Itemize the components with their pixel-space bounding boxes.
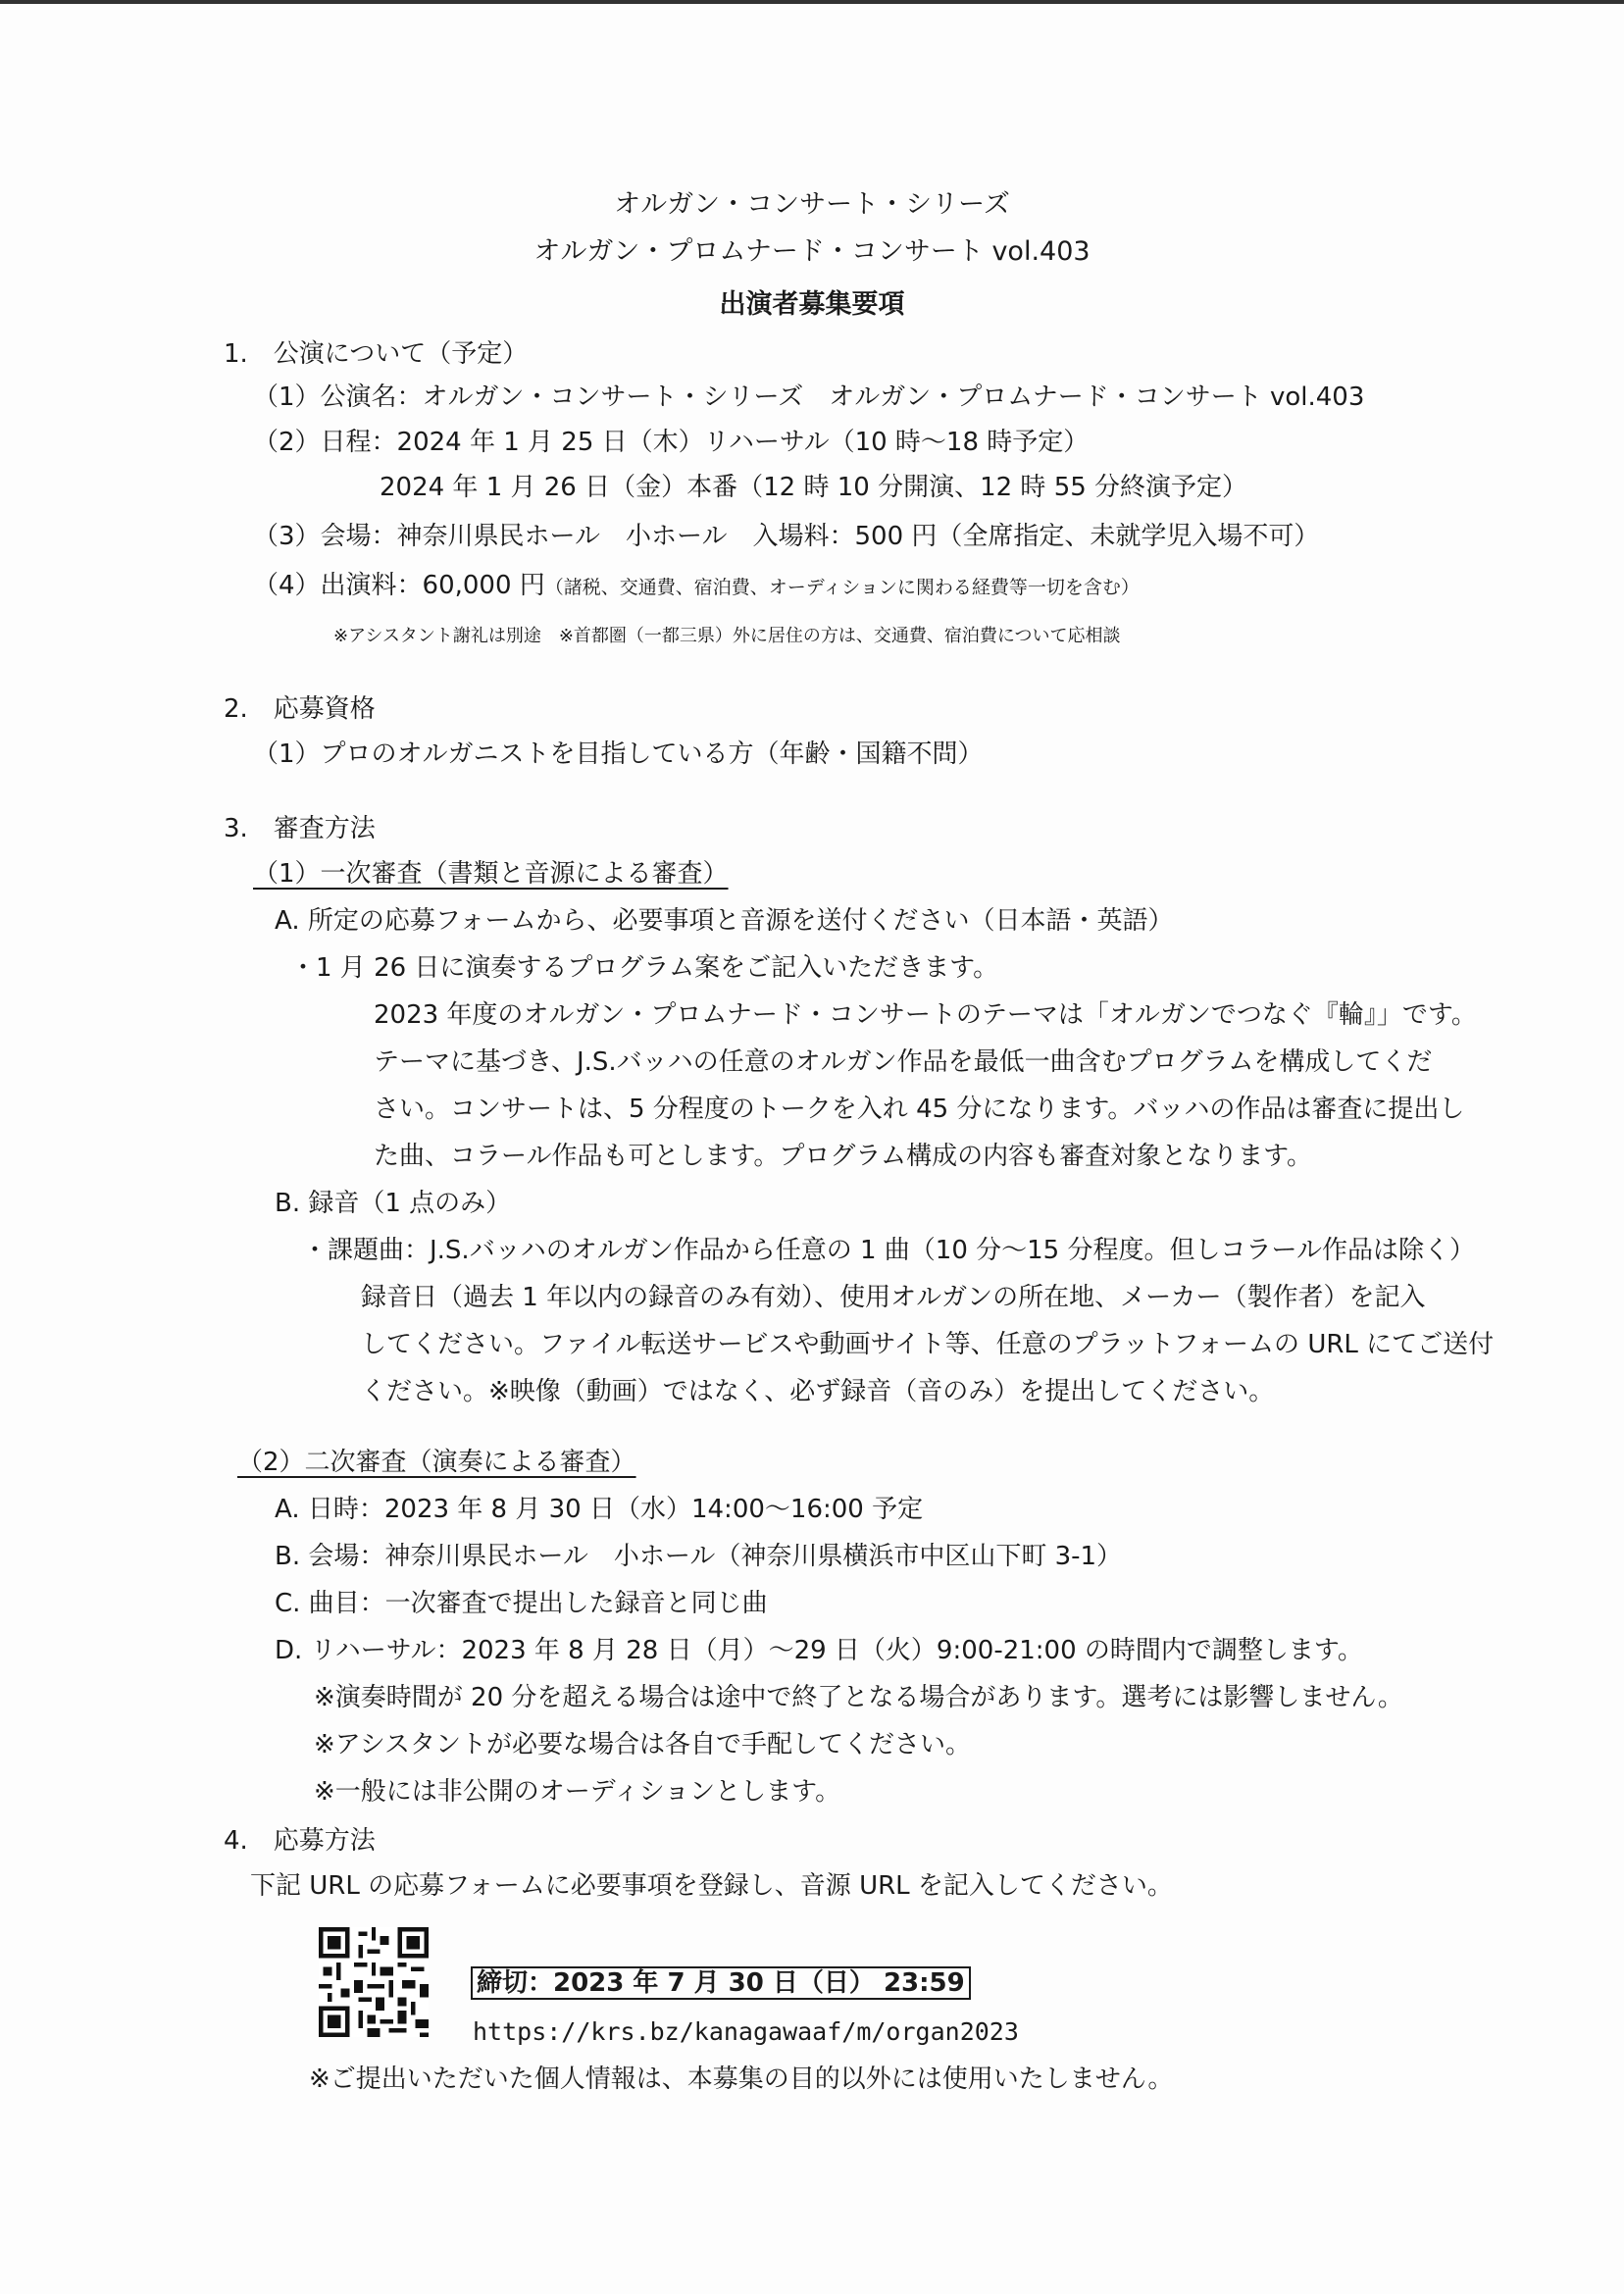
application-instructions: 下記 URL の応募フォームに必要事項を登録し、音源 URL を記入してください。 <box>250 1871 1173 1901</box>
performance-name: （1）公演名：オルガン・コンサート・シリーズ オルガン・プロムナード・コンサート vol.403 <box>253 382 1365 412</box>
program-text-line-3: さい。コンサートは、5 分程度のトークを入れ 45 分になります。バッハの作品は審査に提出し <box>374 1095 1465 1124</box>
series-title: オルガン・コンサート・シリーズ <box>614 189 1010 220</box>
program-text-line-1: 2023 年度のオルガン・プロムナード・コンサートのテーマは「オルガンでつなぐ『輪』」です。 <box>374 1000 1477 1030</box>
scan-top-border <box>0 0 1624 4</box>
second-screening-a: A. 日時：2023 年 8 月 30 日（水）14:00～16:00 予定 <box>275 1495 924 1524</box>
recording-text-line-4: ください。※映像（動画）ではなく、必ず録音（音のみ）を提出してください。 <box>361 1377 1275 1406</box>
first-screening-b: B. 録音（1 点のみ） <box>275 1189 512 1218</box>
concert-title: オルガン・プロムナード・コンサート vol.403 <box>533 236 1091 267</box>
assistant-note: ※アシスタント謝礼は別途 ※首都圏（一都三県）外に居住の方は、交通費、宿泊費について応相談 <box>333 626 1121 646</box>
recording-text-line-1: ・課題曲：J.S.バッハのオルガン作品から任意の 1 曲（10 分～15 分程度。但しコラール作品は除く） <box>302 1236 1475 1265</box>
privacy-note: ※ご提出いただいた個人情報は、本募集の目的以外には使用いたしません。 <box>309 2065 1174 2094</box>
venue-and-admission: （3）会場：神奈川県民ホール 小ホール 入場料：500 円（全席指定、未就学児入場不可） <box>253 522 1320 551</box>
second-screening-note-3: ※一般には非公開のオーディションとします。 <box>314 1777 841 1807</box>
second-screening-heading: （2）二次審査（演奏による審査） <box>237 1448 636 1477</box>
second-screening-note-2: ※アシスタントが必要な場合は各自で手配してください。 <box>314 1730 971 1759</box>
recording-text-line-3: してください。ファイル転送サービスや動画サイト等、任意のプラットフォームの URL にてご送付 <box>361 1330 1495 1359</box>
section-1-heading: 1. 公演について（予定） <box>224 339 529 369</box>
program-text-line-4: た曲、コラール作品も可とします。プログラム構成の内容も審査対象となります。 <box>374 1142 1313 1171</box>
schedule-rehearsal: （2）日程：2024 年 1 月 25 日（木）リハーサル（10 時～18 時予定） <box>253 428 1090 457</box>
deadline-text: 締切：2023 年 7 月 30 日（日） 23:59 <box>471 1966 971 2000</box>
section-3-heading: 3. 審査方法 <box>224 814 376 843</box>
first-screening-heading: （1）一次審査（書類と音源による審査） <box>253 859 729 889</box>
fee-amount: （4）出演料：60,000 円 <box>253 571 545 600</box>
section-4-heading: 4. 応募方法 <box>224 1826 376 1856</box>
second-screening-d: D. リハーサル：2023 年 8 月 28 日（月）～29 日（火）9:00-21:00 の時間内で調整します。 <box>275 1636 1363 1665</box>
eligibility-item: （1）プロのオルガニストを目指している方（年齢・国籍不問） <box>253 739 984 769</box>
schedule-performance: 2024 年 1 月 26 日（金）本番（12 時 10 分開演、12 時 55 分終演予定） <box>380 473 1248 502</box>
application-url-link[interactable]: https://krs.bz/kanagawaaf/m/organ2023 <box>473 2017 1019 2046</box>
second-screening-c: C. 曲目：一次審査で提出した録音と同じ曲 <box>275 1589 768 1618</box>
performance-fee <box>253 569 1140 604</box>
section-2-heading: 2. 応募資格 <box>224 694 376 724</box>
deadline-box <box>471 1966 971 2000</box>
fee-note: （諸税、交通費、宿泊費、オーディションに関わる経費等一切を含む） <box>544 577 1140 598</box>
document-title: 出演者募集要項 <box>719 289 905 320</box>
second-screening-note-1: ※演奏時間が 20 分を超える場合は途中で終了となる場合があります。選考には影響しません。 <box>314 1683 1403 1712</box>
first-screening-a: A. 所定の応募フォームから、必要事項と音源を送付ください（日本語・英語） <box>275 906 1174 936</box>
qr-code-icon[interactable] <box>319 1927 429 2037</box>
program-bullet: ・1 月 26 日に演奏するプログラム案をご記入いただきます。 <box>290 953 999 983</box>
program-text-line-2: テーマに基づき、J.S.バッハの任意のオルガン作品を最低一曲含むプログラムを構成してくだ <box>374 1047 1433 1077</box>
recording-text-line-2: 録音日（過去 1 年以内の録音のみ有効）、使用オルガンの所在地、メーカー（製作者）を記入 <box>361 1283 1426 1312</box>
second-screening-b: B. 会場：神奈川県民ホール 小ホール（神奈川県横浜市中区山下町 3-1） <box>275 1542 1123 1571</box>
